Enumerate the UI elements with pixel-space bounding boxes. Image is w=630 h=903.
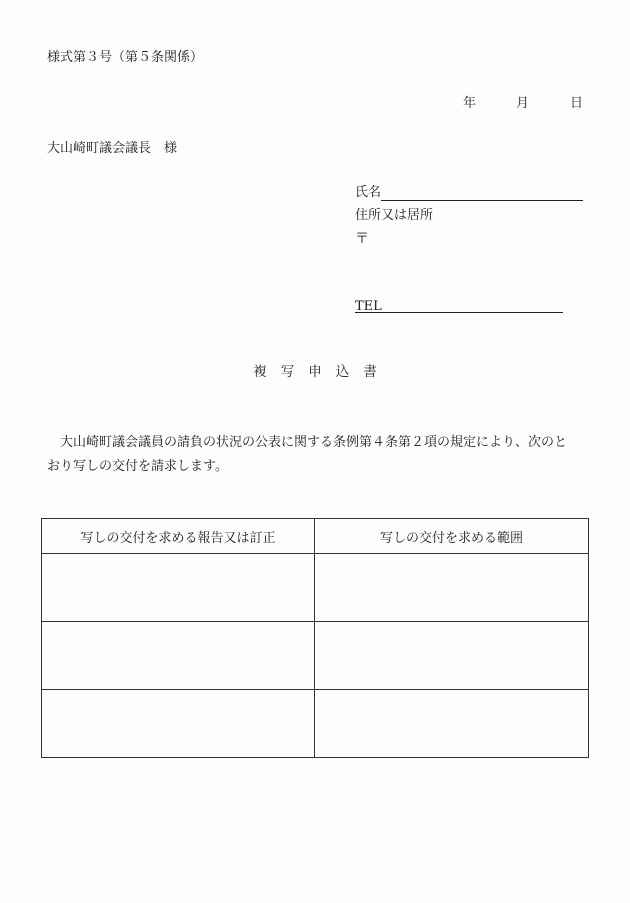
document-title: 複写申込書 xyxy=(253,364,391,380)
report-cell[interactable] xyxy=(42,622,315,690)
name-field[interactable] xyxy=(381,200,583,201)
request-table xyxy=(41,518,589,758)
date-year-label: 年 xyxy=(463,96,477,111)
form-number: 様式第３号（第５条関係） xyxy=(47,50,204,65)
header-requested-scope: 写しの交付を求める範囲 xyxy=(315,519,589,554)
table-row xyxy=(42,690,589,758)
header-report-or-correction: 写しの交付を求める報告又は訂正 xyxy=(42,519,315,554)
tel-field[interactable] xyxy=(355,312,563,313)
addressee: 大山崎町議会議長 様 xyxy=(47,141,178,156)
postal-mark-icon: 〒 xyxy=(355,231,369,247)
request-statement-line-1: 大山崎町議会議員の請負の状況の公表に関する条例第４条第２項の規定により、次のと xyxy=(60,435,568,450)
table-header-row xyxy=(42,519,589,554)
table-row xyxy=(42,622,589,690)
name-label: 氏名 xyxy=(355,185,382,200)
report-cell[interactable] xyxy=(42,554,315,622)
request-statement-line-2: おり写しの交付を請求します。 xyxy=(47,459,228,474)
date-month-label: 月 xyxy=(516,96,530,111)
date-day-label: 日 xyxy=(570,96,584,111)
address-label: 住所又は居所 xyxy=(355,208,434,223)
table-row xyxy=(42,554,589,622)
tel-label: TEL xyxy=(355,299,382,314)
request-statement xyxy=(47,431,587,479)
scope-cell[interactable] xyxy=(315,622,589,690)
scope-cell[interactable] xyxy=(315,690,589,758)
report-cell[interactable] xyxy=(42,690,315,758)
scope-cell[interactable] xyxy=(315,554,589,622)
